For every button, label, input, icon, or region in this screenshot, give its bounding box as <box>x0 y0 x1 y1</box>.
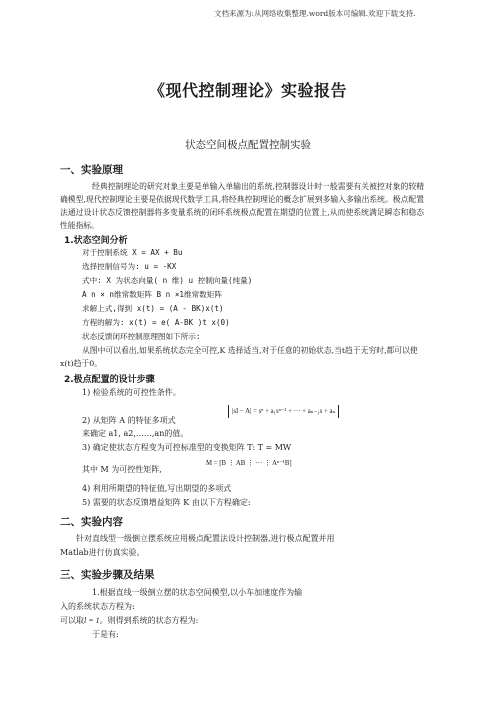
document-title: 《现代控制理论》实验报告 <box>148 81 347 100</box>
step-1: 1) 检验系统的可控性条件。 <box>82 388 181 397</box>
controllability-matrix-formula: M = [B ⋮ AB ⋮ ··· ⋮ Aⁿ⁻¹B] <box>206 460 292 467</box>
document-subtitle: 状态空间极点配置控制实验 <box>185 139 311 151</box>
step-item-1-line-3 <box>60 614 198 627</box>
diagram-caption-line: 状态反馈闭环控制原理图如下所示: <box>82 332 201 341</box>
step-2-continuation: 来确定 a1, a2,……,an的值。 <box>82 429 189 438</box>
characteristic-polynomial-formula: |sI − A| = sⁿ + a₁sⁿ⁻¹ + ··· + aₙ₋₁s + aₙ <box>228 405 339 418</box>
step-item-1-line-1: 1.根据直线一级倒立摆的状态空间模型,以小车加速度作为输 <box>92 588 303 597</box>
vector-def-line: 式中: X 为状态向量( n 维) u 控制向量(纯量) <box>82 276 253 285</box>
step-3: 3) 确定使状态方程变为可控标准型的变换矩阵 T: T = MW <box>82 443 292 452</box>
step-2: 2) 从矩阵 A 的特征多项式 <box>82 416 176 425</box>
subsection-heading-state-space: 1.状态空间分析 <box>64 236 128 246</box>
section-heading-principle: 一、实验原理 <box>60 164 123 176</box>
section-heading-content: 二、实验内容 <box>60 516 123 528</box>
step-3-continuation: 其中 M 为可控性矩阵, <box>82 465 162 474</box>
step-4: 4) 利用所期望的特征值,写出期望的多项式 <box>82 484 232 493</box>
step-item-1-line-2: 入的系统状态方程为: <box>60 602 135 611</box>
step-5: 5) 需要的状态反馈增益矩阵 K 由以下方程确定: <box>82 498 251 507</box>
step-item-1-line-4: 于是有: <box>92 630 119 639</box>
header-note: 文档来源为:从网络收集整理.word版本可编辑.欢迎下载支持. <box>214 9 416 18</box>
control-signal-line: 选择控制信号为: u = -KX <box>82 262 177 271</box>
matrix-def-line: A n × n维常数矩阵 B n ×1维常数矩阵 <box>82 290 222 299</box>
solution-line: 方程的解为: x(t) = e( A-BK )t x(0) <box>82 318 230 327</box>
section-heading-steps-results: 三、实验步骤及结果 <box>60 569 155 581</box>
content-line-1: 针对直线型一级倒立摆系统应用极点配置法设计控制器,进行极点配置并用 <box>76 534 335 543</box>
controllability-remark: 从图中可以看出,如果系统状态完全可控,K 选择适当,对于任意的初始状态,当t趋于无穷时,都可以使x(t)趋于0。 <box>60 346 418 368</box>
closed-loop-line: 求解上式,得到 x(t) = (A - BK)x(t) <box>82 304 224 313</box>
subsection-heading-design-steps: 2.极点配置的设计步骤 <box>64 375 155 385</box>
content-line-2: Matlab进行仿真实验。 <box>60 548 145 557</box>
system-equation-line: 对于控制系统 X = AX + Bu <box>82 248 183 257</box>
intro-paragraph: 经典控制理论的研究对象主要是单输入单输出的系统,控制器设计时一般需要有关被控对象的较精确模型,现代控制理论主要是依据现代数学工具,将经典控制理论的概念扩展到多输入多输出系统。极点配置法通过设计状态反馈控制器将多变量系统的闭环系统极点配置在期望的位置上,从而使系统满足瞬态和稳态性能指标。 <box>60 182 424 230</box>
param-suffix: 。则得到系统的状态方程为: <box>99 616 199 625</box>
param-value: l = 1 <box>84 616 100 625</box>
param-prefix: 可以取 <box>60 616 84 625</box>
